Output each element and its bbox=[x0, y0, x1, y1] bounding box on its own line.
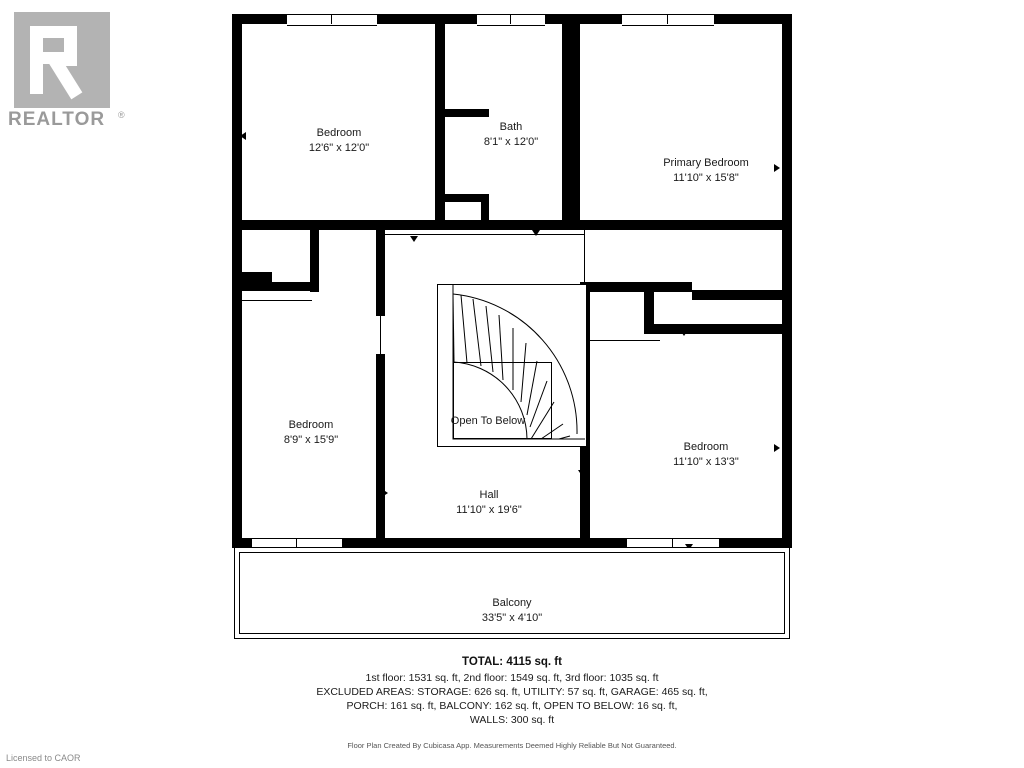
line-closet-door bbox=[242, 300, 312, 301]
walls-area: WALLS: 300 sq. ft bbox=[469, 714, 555, 726]
room-label-primary-bedroom bbox=[621, 156, 791, 186]
room-label-hall bbox=[424, 488, 554, 518]
wall-upper-divider-left bbox=[232, 220, 445, 230]
wall-bath-stub-vert bbox=[481, 194, 489, 229]
room-name: Primary Bedroom bbox=[663, 157, 749, 169]
wall-bath-stub-top bbox=[445, 109, 489, 117]
room-dims: 11'10" x 19'6" bbox=[456, 504, 522, 516]
window-top-3 bbox=[622, 14, 714, 26]
wall-closet-stub bbox=[232, 272, 272, 286]
room-name: Open To Below bbox=[450, 415, 526, 427]
room-label-balcony bbox=[447, 596, 577, 626]
window-top-1-mullion bbox=[331, 14, 332, 24]
wall-bedroom1-right bbox=[435, 14, 445, 229]
window-top-2-mullion bbox=[510, 14, 511, 24]
room-label-bath bbox=[456, 120, 566, 150]
room-dims: 12'6" x 12'0" bbox=[308, 142, 370, 154]
wall-right-closet-top2 bbox=[692, 290, 782, 300]
door-arrow-hall-bottom bbox=[578, 470, 586, 476]
license-notice: Licensed to CAOR bbox=[6, 753, 81, 763]
wall-right-closet-top bbox=[580, 282, 692, 292]
door-arrow-primary-closet bbox=[774, 290, 780, 298]
realtor-block-r-icon bbox=[14, 12, 110, 108]
door-arrow-bath-bottom bbox=[532, 230, 540, 236]
window-top-2 bbox=[477, 14, 545, 26]
door-arrow-hall-right bbox=[582, 451, 588, 459]
door-arrow-bedroom1 bbox=[240, 132, 246, 140]
door-arrow-hall-left bbox=[382, 489, 388, 497]
registered-mark: ® bbox=[118, 110, 125, 120]
wall-left-lower bbox=[232, 282, 242, 548]
wall-upper-divider-mid bbox=[445, 220, 580, 230]
room-dims: 11'10" x 15'8" bbox=[673, 172, 739, 184]
room-dims: 33'5" x 4'10" bbox=[481, 612, 543, 624]
wall-primary-left bbox=[570, 14, 580, 229]
room-dims: 11'10" x 13'3" bbox=[673, 456, 739, 468]
door-arrow-bath-left bbox=[438, 132, 444, 140]
total-area: TOTAL: 4115 sq. ft bbox=[462, 656, 562, 668]
floors-breakdown: 1st floor: 1531 sq. ft, 2nd floor: 1549 sq. ft, 3rd floor: 1035 sq. ft bbox=[365, 672, 659, 684]
wall-upper-divider-right bbox=[580, 220, 782, 230]
room-dims: 8'9" x 15'9" bbox=[283, 434, 339, 446]
realtor-wordmark: REALTOR bbox=[8, 109, 106, 130]
room-label-bedroom-3 bbox=[246, 418, 376, 448]
floorplan-credit: Floor Plan Created By Cubicasa App. Measurements Deemed Highly Reliable But Not Guaranteed. bbox=[347, 741, 677, 750]
door-arrow-bedroom3 bbox=[376, 425, 382, 433]
excluded-areas-line-1: EXCLUDED AREAS: STORAGE: 626 sq. ft, UTILITY: 57 sq. ft, GARAGE: 465 sq. ft, bbox=[316, 686, 708, 698]
room-name: Bedroom bbox=[288, 419, 334, 431]
line-right-closet-door bbox=[590, 340, 660, 341]
door-arrow-right-closet bbox=[680, 330, 688, 336]
room-name: Bedroom bbox=[683, 441, 729, 453]
floor-plan-diagram bbox=[232, 14, 792, 640]
room-name: Bedroom bbox=[316, 127, 362, 139]
area-summary bbox=[0, 656, 1024, 727]
room-name: Bath bbox=[499, 121, 523, 133]
room-label-bedroom-4 bbox=[621, 440, 791, 470]
room-name: Hall bbox=[479, 489, 499, 501]
wall-right-closet-bottom bbox=[644, 324, 782, 334]
room-dims: 8'1" x 12'0" bbox=[483, 136, 539, 148]
excluded-areas-line-2: PORCH: 161 sq. ft, BALCONY: 162 sq. ft, OPEN TO BELOW: 16 sq. ft, bbox=[346, 700, 678, 712]
window-top-3-mullion bbox=[667, 14, 668, 24]
line-hall-edge bbox=[380, 230, 381, 560]
realtor-logo bbox=[8, 12, 132, 132]
line-upper-divider bbox=[380, 234, 585, 235]
door-arrow-bedroom1-bottom bbox=[410, 236, 418, 242]
wall-left-upper bbox=[232, 14, 242, 229]
window-top-1 bbox=[287, 14, 377, 26]
line-right-hall bbox=[584, 230, 585, 292]
room-name: Balcony bbox=[492, 597, 532, 609]
room-label-bedroom-1 bbox=[274, 126, 404, 156]
room-label-open-to-below bbox=[418, 414, 558, 429]
